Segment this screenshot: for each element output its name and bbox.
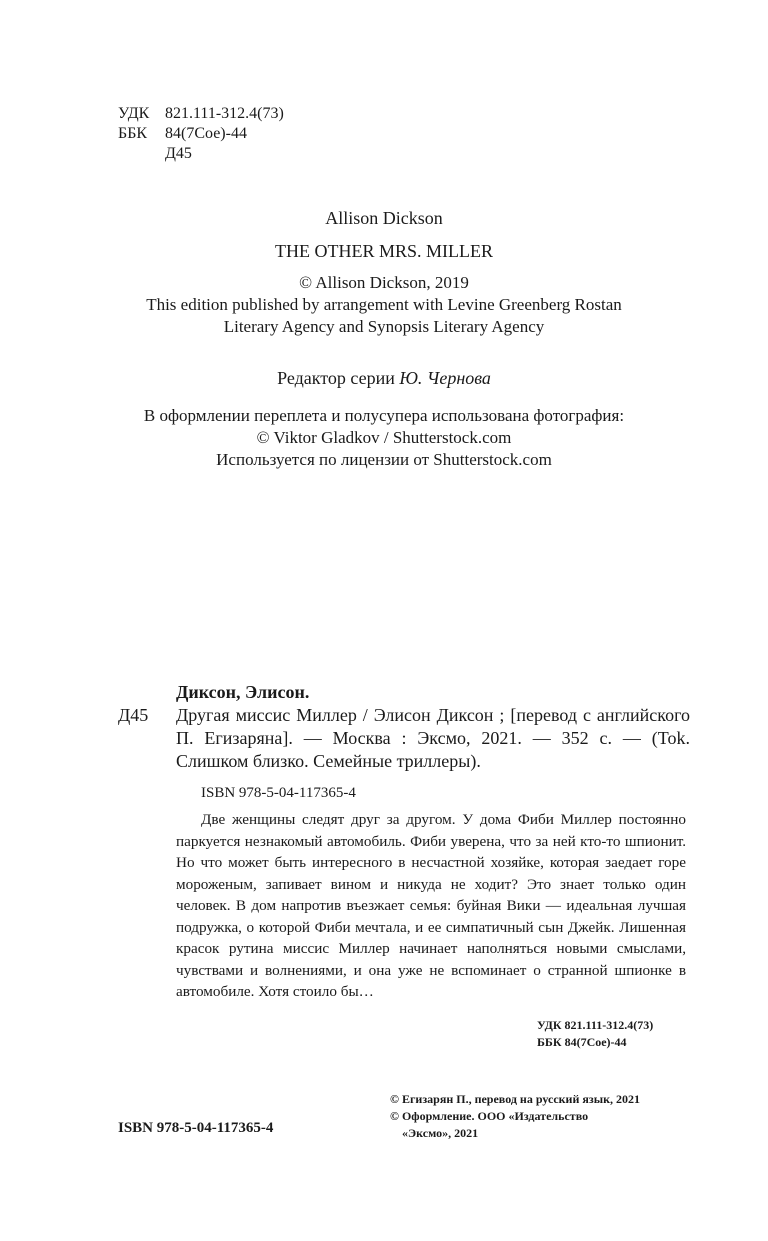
- original-copyright-block: [0, 272, 768, 338]
- cover-credit: [0, 405, 768, 471]
- original-copyright: © Allison Dickson, 2019: [299, 273, 469, 292]
- rights-line-2: Literary Agency and Synopsis Literary Agency: [223, 317, 545, 336]
- series-editor: [0, 367, 768, 390]
- udk-value: 821.111-312.4(73): [165, 105, 284, 122]
- footer-udk: УДК 821.111-312.4(73): [537, 1018, 654, 1032]
- isbn-line: ISBN 978-5-04-117365-4: [201, 785, 356, 801]
- bib-code: Д45: [118, 705, 149, 725]
- cover-credit-line-3: Используется по лицензии от Shutterstock.com: [216, 450, 552, 469]
- cover-credit-line-1: В оформлении переплета и полусупера использована фотография:: [143, 406, 625, 425]
- footer-copy-2: © Оформление. ООО «Издательство: [390, 1109, 589, 1123]
- footer-copyright: [390, 1091, 640, 1142]
- bbk-label: ББК: [118, 125, 148, 142]
- footer-copy-3: «Эксмо», 2021: [402, 1126, 479, 1140]
- footer-bbk: ББК 84(7Сое)-44: [537, 1035, 627, 1049]
- classification-codes: [118, 104, 284, 164]
- bibliographic-record: [118, 681, 690, 773]
- series-editor-label: Редактор серии: [277, 368, 395, 388]
- bbk-value: 84(7Сое)-44: [165, 125, 247, 142]
- bib-entry: Другая миссис Миллер / Элисон Диксон ; [перевод с английского П. Егизаряна]. — Москва : Эксмо, 2021. — 352 с. — (Tok. Слишком близко. Семейные триллеры).: [176, 705, 690, 771]
- series-editor-name: Ю. Чернова: [399, 368, 491, 388]
- rights-line-1: This edition published by arrangement with Levine Greenberg Rostan: [146, 295, 622, 314]
- annotation: Две женщины следят друг за другом. У дома Фиби Миллер постоянно паркуется незнакомый автомобиль. Фиби уверена, что за ней кто-то шпионит. Но что может быть интересного в несчастной хозяйке, которая заедает горе мороженым, запивает вином и никуда не ходит? Это знает только один человек. В дом напротив въезжает семья: буйная Вики — идеальная лучшая подружка, о которой Фиби мечтала, и ее симпатичный сын Джейк. Лишенная красок рутина миссис Миллер начинает наполняться новыми смыслами, чувствами и волнениями, и она уже не вспоминает о странной шпионке в автомобиле. Хотя стоило бы…: [176, 811, 686, 1000]
- footer-isbn: ISBN 978-5-04-117365-4: [118, 1120, 274, 1136]
- cover-credit-line-2: © Viktor Gladkov / Shutterstock.com: [256, 428, 512, 447]
- udk-label: УДК: [118, 105, 150, 122]
- original-author: Allison Dickson: [325, 208, 443, 228]
- bib-author-heading: Диксон, Элисон.: [176, 682, 310, 702]
- author-mark: Д45: [165, 145, 192, 162]
- original-title: THE OTHER MRS. MILLER: [275, 241, 493, 261]
- footer-copy-1: © Егизарян П., перевод на русский язык, 2021: [390, 1092, 640, 1106]
- footer-codes: [537, 1017, 653, 1051]
